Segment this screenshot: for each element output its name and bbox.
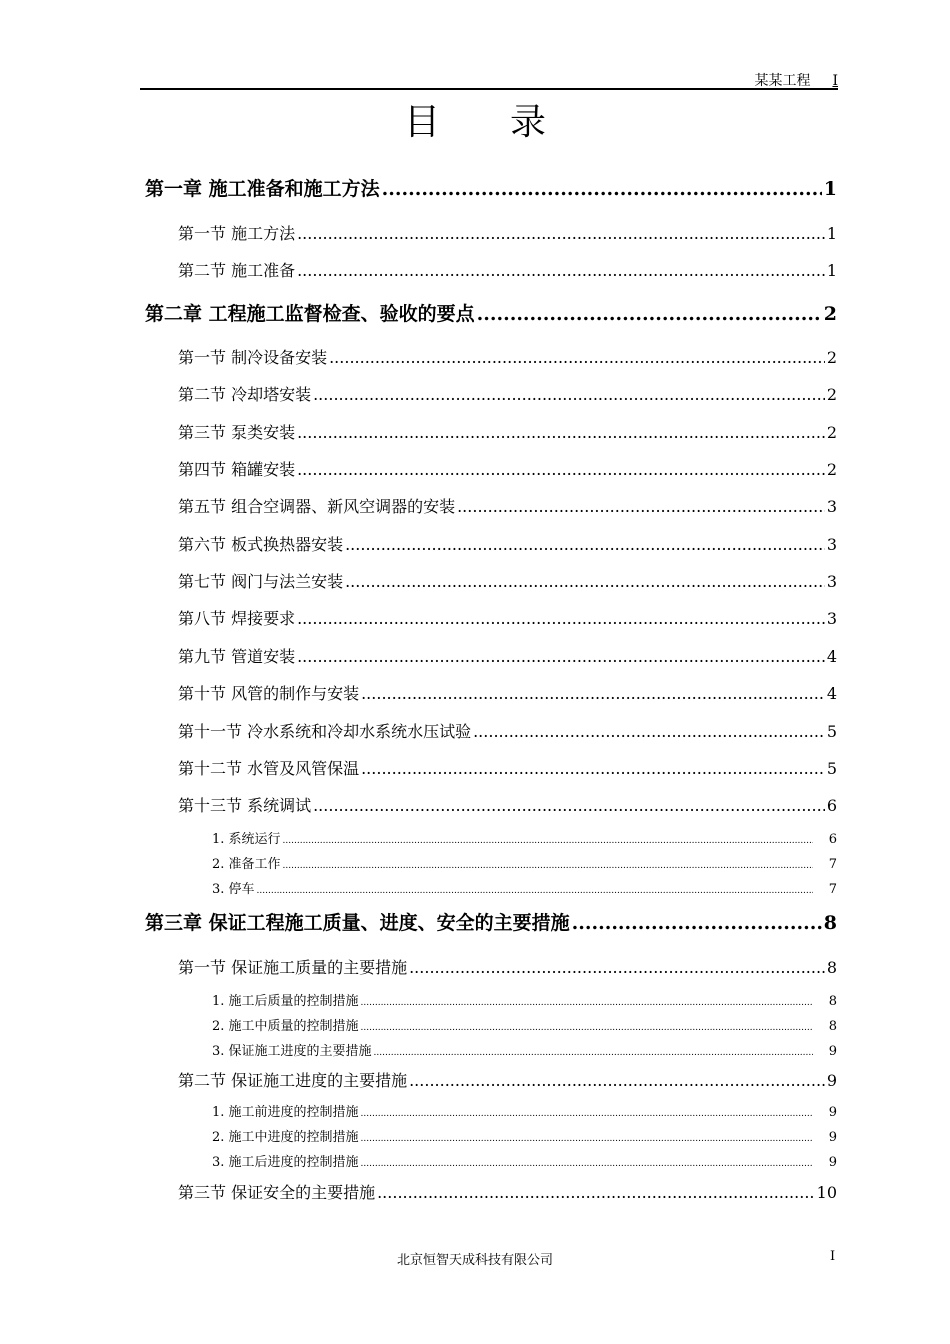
toc-entry-label: 第一节 施工方法 xyxy=(178,224,296,243)
toc-entry-label: 第一节 制冷设备安装 xyxy=(178,348,328,367)
toc-sub-entry[interactable] xyxy=(212,1151,837,1169)
toc-entry-page: 9 xyxy=(828,1105,837,1120)
toc-leader-dots xyxy=(457,497,825,516)
toc-leader-dots xyxy=(361,684,825,703)
toc-section-entry[interactable] xyxy=(178,494,837,516)
toc-leader-dots xyxy=(361,1159,813,1169)
toc-sub-entry[interactable] xyxy=(212,1101,837,1119)
toc-section-entry[interactable] xyxy=(178,532,837,554)
toc-leader-dots xyxy=(374,1048,813,1058)
toc-entry-page: 8 xyxy=(828,1019,837,1034)
toc-entry-page: 8 xyxy=(826,958,837,977)
toc-entry-label: 第三章 保证工程施工质量、进度、安全的主要措施 xyxy=(145,912,570,934)
toc-section-entry[interactable] xyxy=(178,681,837,703)
toc-section-entry[interactable] xyxy=(178,569,837,591)
toc-section-entry[interactable] xyxy=(178,258,837,280)
running-header xyxy=(140,70,838,90)
toc-section-entry[interactable] xyxy=(178,457,837,479)
toc-entry-label: 3. 保证施工进度的主要措施 xyxy=(212,1044,372,1059)
toc-entry-label: 第二节 施工准备 xyxy=(178,261,296,280)
toc-entry-page: 9 xyxy=(828,1155,837,1170)
toc-entry-page: 1 xyxy=(823,178,837,200)
toc-leader-dots xyxy=(345,535,825,554)
toc-section-entry[interactable] xyxy=(178,719,837,741)
toc-entry-label: 第二节 冷却塔安装 xyxy=(178,385,312,404)
toc-leader-dots xyxy=(297,460,825,479)
toc-leader-dots xyxy=(361,1109,813,1119)
toc-entry-page: 4 xyxy=(826,647,837,666)
toc-entry-page: 9 xyxy=(828,1130,837,1145)
toc-entry-label: 第五节 组合空调器、新风空调器的安装 xyxy=(178,497,456,516)
toc-entry-label: 第四节 箱罐安装 xyxy=(178,460,296,479)
toc-leader-dots xyxy=(297,261,825,280)
toc-entry-page: 2 xyxy=(826,385,837,404)
toc-entry-page: 6 xyxy=(826,796,837,815)
toc-section-entry[interactable] xyxy=(178,1180,837,1202)
toc-section-entry[interactable] xyxy=(178,1068,837,1090)
toc-leader-dots xyxy=(257,886,813,896)
toc-entry-label: 1. 施工后质量的控制措施 xyxy=(212,994,359,1009)
header-rule xyxy=(140,88,838,90)
toc-leader-dots xyxy=(572,912,822,934)
toc-entry-label: 第十三节 系统调试 xyxy=(178,796,312,815)
header-page-number: I xyxy=(832,73,838,89)
toc-leader-dots xyxy=(409,958,825,977)
toc-leader-dots xyxy=(313,796,825,815)
toc-entry-label: 3. 施工后进度的控制措施 xyxy=(212,1155,359,1170)
toc-section-entry[interactable] xyxy=(178,955,837,977)
toc-entry-label: 2. 准备工作 xyxy=(212,857,281,872)
toc-leader-dots xyxy=(283,836,813,846)
toc-leader-dots xyxy=(361,1023,813,1033)
toc-sub-entry[interactable] xyxy=(212,828,837,846)
toc-entry-label: 1. 施工前进度的控制措施 xyxy=(212,1105,359,1120)
toc-entry-label: 第三节 保证安全的主要措施 xyxy=(178,1183,376,1202)
toc-entry-page: 3 xyxy=(826,535,837,554)
header-project: 某某工程 xyxy=(754,73,811,89)
toc-sub-entry[interactable] xyxy=(212,1126,837,1144)
toc-leader-dots xyxy=(361,998,813,1008)
toc-leader-dots xyxy=(361,759,825,778)
toc-entry-page: 8 xyxy=(823,912,837,934)
toc-leader-dots xyxy=(361,1134,813,1144)
toc-sub-entry[interactable] xyxy=(212,990,837,1008)
toc-leader-dots xyxy=(297,423,825,442)
toc-section-entry[interactable] xyxy=(178,756,837,778)
toc-entry-page: 7 xyxy=(828,882,837,897)
footer-company: 北京恒智天成科技有限公司 xyxy=(396,1253,553,1268)
toc-chapter-entry[interactable] xyxy=(145,299,837,325)
toc-leader-dots xyxy=(409,1071,825,1090)
toc-entry-page: 5 xyxy=(826,722,837,741)
toc-entry-label: 第六节 板式换热器安装 xyxy=(178,535,344,554)
toc-entry-label: 2. 施工中质量的控制措施 xyxy=(212,1019,359,1034)
toc-entry-page: 1 xyxy=(826,224,837,243)
toc-section-entry[interactable] xyxy=(178,221,837,243)
toc-entry-page: 2 xyxy=(826,348,837,367)
footer-page-number: I xyxy=(830,1249,836,1264)
toc-entry-label: 第一章 施工准备和施工方法 xyxy=(145,178,380,200)
toc-entry-label: 第十节 风管的制作与安装 xyxy=(178,684,360,703)
toc-section-entry[interactable] xyxy=(178,793,837,815)
toc-leader-dots xyxy=(329,348,825,367)
toc-entry-page: 3 xyxy=(826,497,837,516)
toc-entry-page: 5 xyxy=(826,759,837,778)
toc-entry-page: 4 xyxy=(826,684,837,703)
page-title: 目录 xyxy=(403,102,616,143)
toc-entry-label: 第一节 保证施工质量的主要措施 xyxy=(178,958,408,977)
toc-entry-page: 2 xyxy=(823,303,837,325)
toc-section-entry[interactable] xyxy=(178,644,837,666)
toc-entry-label: 第二节 保证施工进度的主要措施 xyxy=(178,1071,408,1090)
toc-sub-entry[interactable] xyxy=(212,853,837,871)
toc-entry-page: 3 xyxy=(826,609,837,628)
toc-entry-label: 第八节 焊接要求 xyxy=(178,609,296,628)
toc-entry-page: 7 xyxy=(828,857,837,872)
toc-section-entry[interactable] xyxy=(178,382,837,404)
toc-entry-page: 2 xyxy=(826,460,837,479)
toc-entry-page: 9 xyxy=(828,1044,837,1059)
toc-section-entry[interactable] xyxy=(178,606,837,628)
toc-entry-label: 1. 系统运行 xyxy=(212,832,281,847)
toc-entry-label: 第九节 管道安装 xyxy=(178,647,296,666)
toc-leader-dots xyxy=(382,178,822,200)
toc-entry-label: 第七节 阀门与法兰安装 xyxy=(178,572,344,591)
toc-leader-dots xyxy=(473,722,825,741)
toc-entry-page: 2 xyxy=(826,423,837,442)
toc-entry-page: 3 xyxy=(826,572,837,591)
toc-entry-page: 10 xyxy=(816,1183,837,1202)
toc-sub-entry[interactable] xyxy=(212,1015,837,1033)
toc-entry-page: 9 xyxy=(826,1071,837,1090)
toc-section-entry[interactable] xyxy=(178,420,837,442)
toc-leader-dots xyxy=(377,1183,815,1202)
toc-leader-dots xyxy=(313,385,825,404)
toc-leader-dots xyxy=(297,224,825,243)
toc-leader-dots xyxy=(477,303,822,325)
toc-sub-entry[interactable] xyxy=(212,878,837,896)
toc-entry-label: 3. 停车 xyxy=(212,882,255,897)
toc-leader-dots xyxy=(345,572,825,591)
toc-entry-label: 第十一节 冷水系统和冷却水系统水压试验 xyxy=(178,722,472,741)
toc-entry-page: 8 xyxy=(828,994,837,1009)
toc-entry-label: 第三节 泵类安装 xyxy=(178,423,296,442)
toc-entry-label: 第十二节 水管及风管保温 xyxy=(178,759,360,778)
toc-chapter-entry[interactable] xyxy=(145,908,837,934)
toc-entry-label: 2. 施工中进度的控制措施 xyxy=(212,1130,359,1145)
toc-section-entry[interactable] xyxy=(178,345,837,367)
toc-entry-page: 6 xyxy=(828,832,837,847)
toc-entry-page: 1 xyxy=(826,261,837,280)
toc-sub-entry[interactable] xyxy=(212,1040,837,1058)
toc-chapter-entry[interactable] xyxy=(145,174,837,200)
toc-entry-label: 第二章 工程施工监督检查、验收的要点 xyxy=(145,303,475,325)
toc-leader-dots xyxy=(283,861,813,871)
toc-leader-dots xyxy=(297,647,825,666)
toc-leader-dots xyxy=(297,609,825,628)
